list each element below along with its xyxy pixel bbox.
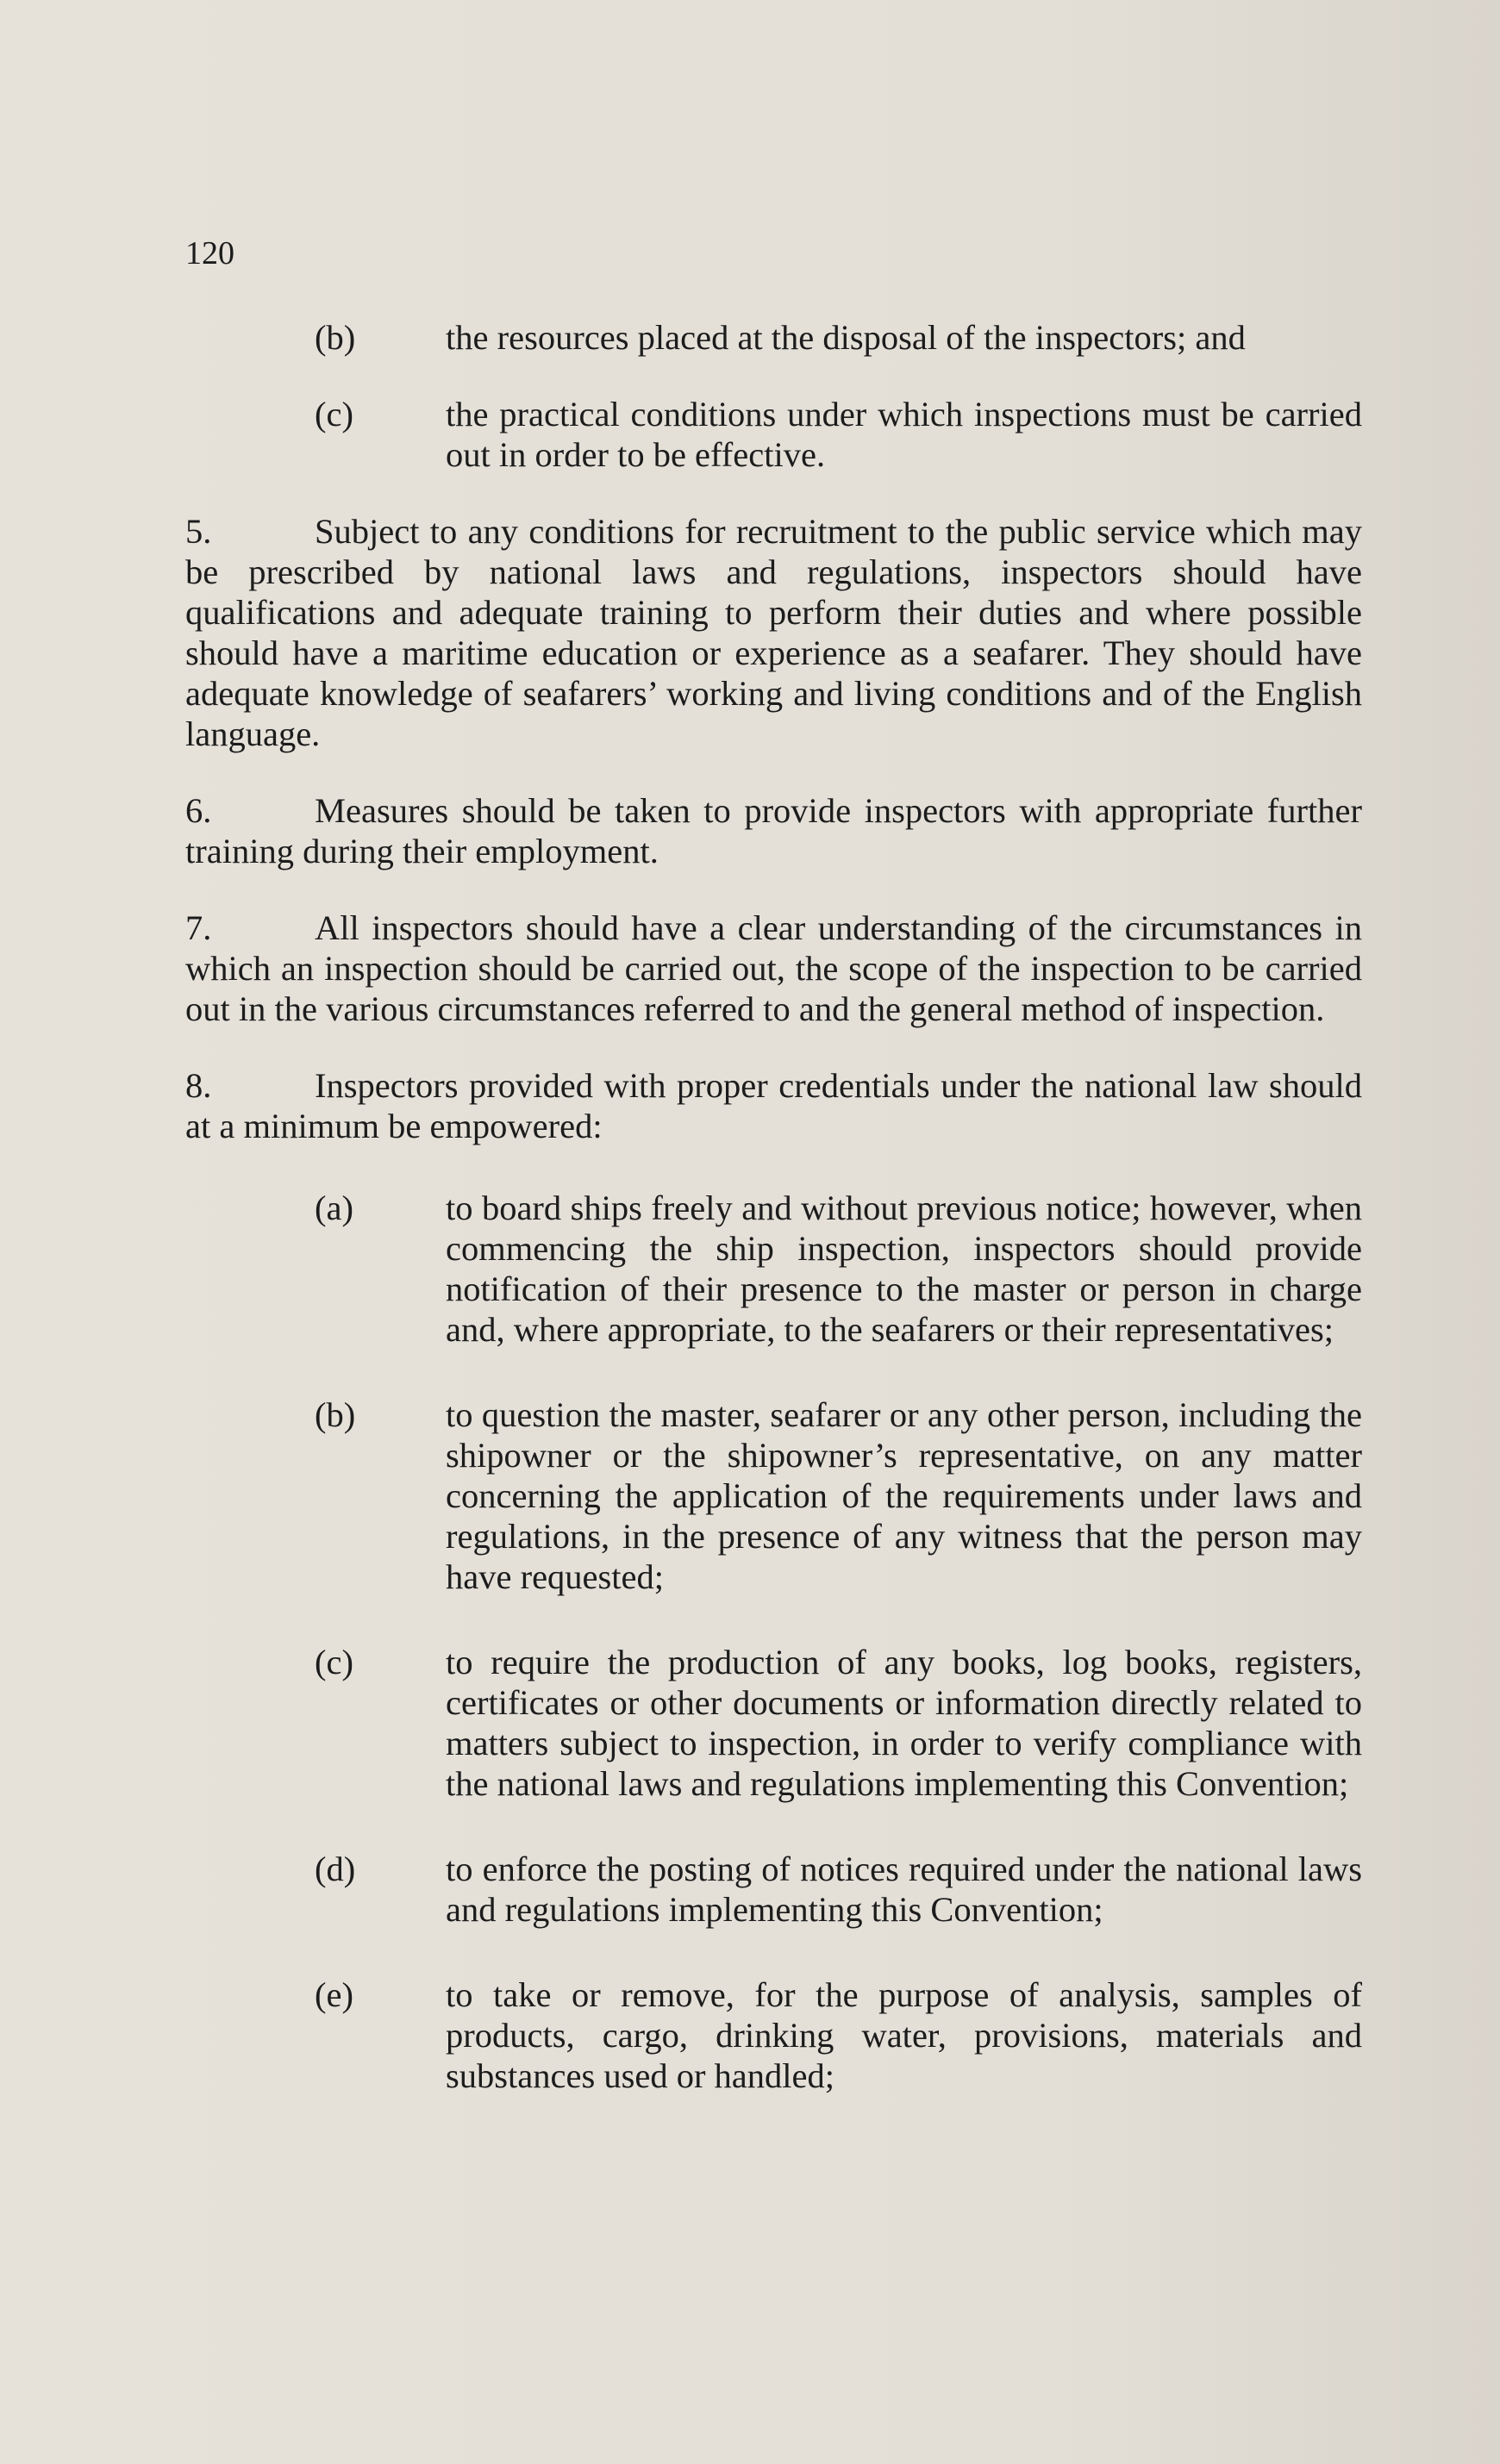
item-text: to enforce the posting of notices required under the national laws and regulations implementing this Convention; bbox=[446, 1850, 1362, 1929]
item-label: (b) bbox=[315, 318, 356, 357]
item-text: to question the master, seafarer or any other person, including the shipowner or the shipowner’s representative, on any matter concerning the application of the requirements under laws and regulations, in the presence of any witness that the person may have requested; bbox=[446, 1395, 1362, 1596]
item-text: the practical conditions under which inspections must be carried out in order to be effective. bbox=[446, 395, 1362, 474]
paragraph-text: Subject to any conditions for recruitment to the public service which may be prescribed by national laws and regulations, inspectors should have qualifications and adequate training to perform their duties and where possible should have a maritime education or experience as a seafarer. They should have adequate knowledge of seafarers’ working and living conditions and of the English language. bbox=[185, 512, 1362, 753]
item-label: (c) bbox=[315, 395, 353, 434]
item-label: (e) bbox=[315, 1975, 353, 2014]
paragraph-text: All inspectors should have a clear understanding of the circumstances in which an inspection should be carried out, the scope of the inspection to be carried out in the various circumstances referred to and the general method of inspection. bbox=[185, 908, 1362, 1028]
list-item-a bbox=[185, 1188, 1362, 1350]
paragraph-number: 7. bbox=[185, 908, 212, 947]
paragraph-6 bbox=[185, 790, 1362, 871]
list-item-top-b bbox=[185, 317, 1362, 358]
item-text: to require the production of any books, log books, registers, certificates or other documents or information directly related to matters subject to inspection, in order to verify compliance with the national laws and regulations implementing this Convention; bbox=[446, 1643, 1362, 1803]
paragraph-number: 5. bbox=[185, 512, 212, 551]
paragraph-5 bbox=[185, 511, 1362, 754]
list-item-c bbox=[185, 1642, 1362, 1804]
item-text: the resources placed at the disposal of the inspectors; and bbox=[446, 318, 1246, 357]
list-item-d bbox=[185, 1849, 1362, 1930]
paragraph-8 bbox=[185, 1065, 1362, 1146]
paragraph-number: 8. bbox=[185, 1066, 212, 1105]
list-item-top-c bbox=[185, 394, 1362, 475]
item-label: (b) bbox=[315, 1395, 356, 1434]
paragraph-number: 6. bbox=[185, 791, 212, 830]
list-item-e bbox=[185, 1974, 1362, 2096]
document-body bbox=[185, 317, 1362, 2141]
item-label: (a) bbox=[315, 1188, 353, 1227]
item-text: to board ships freely and without previous notice; however, when commencing the ship inspection, inspectors should provide notification of their presence to the master or person in charge and, where appropriate, to the seafarers or their representatives; bbox=[446, 1188, 1362, 1349]
page-number: 120 bbox=[185, 235, 234, 271]
item-label: (d) bbox=[315, 1850, 356, 1888]
item-text: to take or remove, for the purpose of analysis, samples of products, cargo, drinking water, provisions, materials and substances used or handled; bbox=[446, 1975, 1362, 2095]
paragraph-7 bbox=[185, 908, 1362, 1029]
paragraph-text: Measures should be taken to provide inspectors with appropriate further training during their employment. bbox=[185, 791, 1362, 870]
list-item-b bbox=[185, 1394, 1362, 1597]
item-label: (c) bbox=[315, 1643, 353, 1681]
paragraph-text: Inspectors provided with proper credentials under the national law should at a minimum be empowered: bbox=[185, 1066, 1362, 1145]
